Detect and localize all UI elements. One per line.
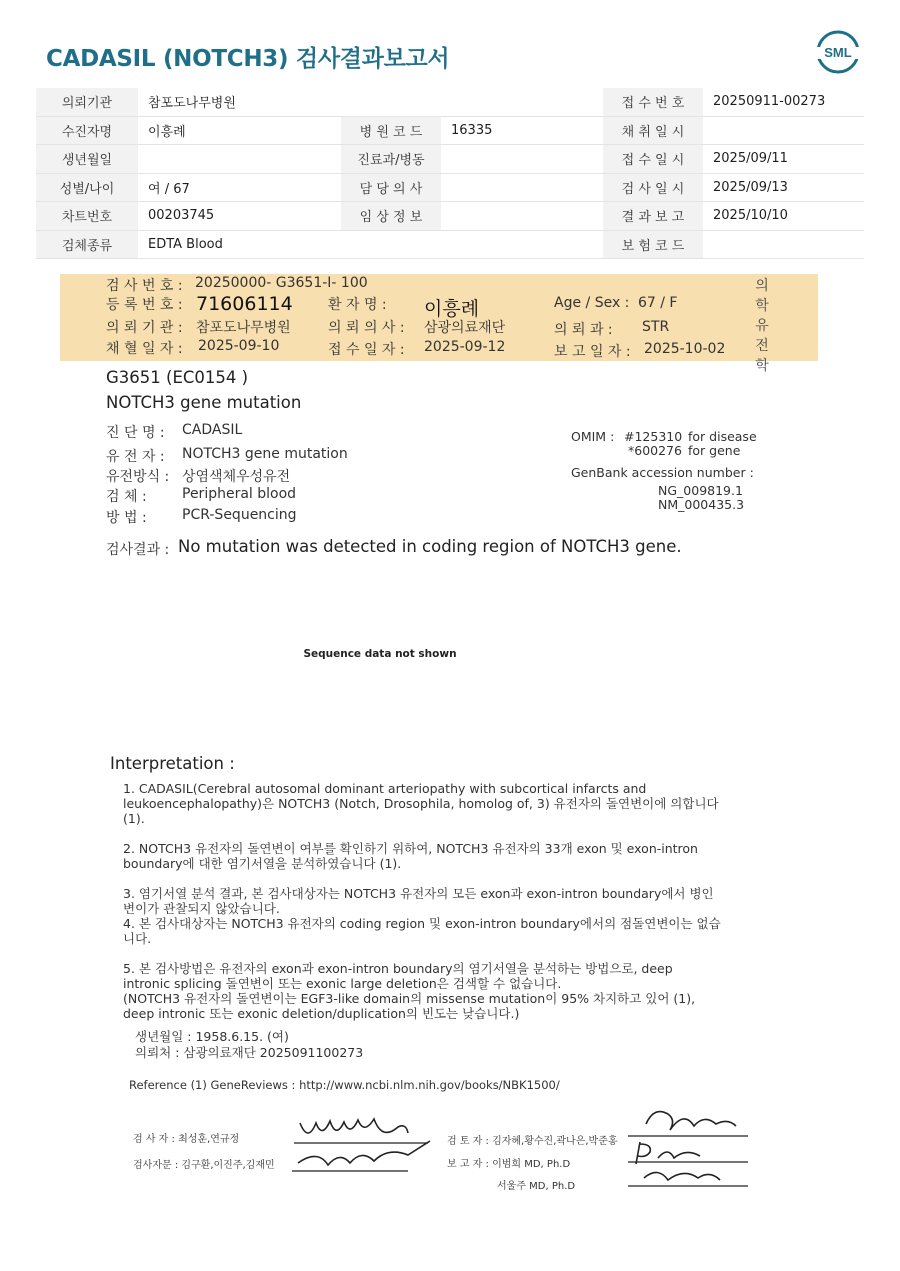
genbank-nm: NM_000435.3: [658, 497, 745, 512]
patient-name: 이흥례: [424, 298, 480, 320]
dob-line: 생년월일 : 1958.6.15. (여): [135, 1029, 289, 1044]
info-label: 결 과 보 고: [603, 202, 703, 231]
interp-line: 니다.: [123, 931, 152, 946]
signature-examiner: [288, 1105, 438, 1180]
table-row: [36, 230, 864, 259]
interp-line: 4. 본 검사대상자는 NOTCH3 유전자의 coding region 및 exon-intron boundary에서의 점돌연변이는 없습: [123, 916, 721, 931]
reg-no-label: 등 록 번 호 :: [106, 297, 183, 313]
interp-line: leukoencephalopathy)은 NOTCH3 (Notch, Drosophila, homolog of, 3) 유전자의 돌연변이에 의합니다: [123, 796, 719, 811]
req-dept: STR: [642, 319, 670, 335]
info-label: 접 수 번 호: [603, 88, 703, 116]
report-date: 2025-10-02: [644, 341, 726, 357]
referrer-line: 의뢰처 : 삼광의료재단 2025091100273: [135, 1045, 364, 1060]
diag-value: CADASIL: [182, 422, 243, 438]
inherit-label: 유전방식 :: [106, 469, 170, 485]
info-label: 임 상 정 보: [341, 202, 441, 231]
interp-line: boundary에 대한 염기서열을 분석하였습니다 (1).: [123, 856, 402, 871]
interp-line: (1).: [123, 811, 145, 826]
sequence-note: Sequence data not shown: [303, 648, 457, 660]
info-label: 접 수 일 시: [603, 145, 703, 174]
interp-line: intronic splicing 돌연변이 또는 exonic large deletion은 검색할 수 없습니다.: [123, 976, 562, 991]
sml-logo: [816, 30, 860, 74]
method-value: PCR-Sequencing: [182, 507, 297, 523]
gene-value: NOTCH3 gene mutation: [182, 446, 348, 462]
req-dept-label: 의 뢰 과 :: [554, 322, 613, 338]
diag-label: 진 단 명 :: [106, 425, 165, 441]
info-label: 생년월일: [36, 145, 138, 174]
page-title: CADASIL (NOTCH3) 검사결과보고서: [46, 46, 450, 72]
interp-line: 3. 염기서열 분석 결과, 본 검사대상자는 NOTCH3 유전자의 모든 exon과 exon-intron boundary에서 병인: [123, 886, 714, 901]
specimen-band: [60, 274, 818, 361]
info-value: 2025/09/13: [703, 173, 864, 202]
table-row: [36, 202, 864, 231]
specimen-value: Peripheral blood: [182, 486, 297, 502]
vertical-char: 유: [755, 318, 769, 334]
test-no: 20250000- G3651-I- 100: [195, 275, 368, 291]
req-org-label: 의 뢰 기 관 :: [106, 320, 183, 336]
genbank-ng: NG_009819.1: [658, 483, 743, 498]
info-label: 의뢰기관: [36, 88, 138, 116]
info-label: 병 원 코 드: [341, 116, 441, 145]
signature-reviewer: [624, 1100, 754, 1192]
interpretation-body: [123, 781, 763, 1021]
interp-line: 5. 본 검사방법은 유전자의 exon과 exon-intron boundary의 염기서열을 분석하는 방법으로, deep: [123, 961, 673, 976]
info-value: [441, 202, 603, 231]
info-value: 이흥례: [138, 116, 341, 145]
reg-no: 71606114: [196, 293, 293, 315]
receipt-date: 2025-09-12: [424, 339, 506, 355]
info-value: 참포도나무병원: [138, 88, 603, 116]
test-code: G3651 (EC0154 ): [106, 368, 249, 387]
patient-label: 환 자 명 :: [328, 297, 387, 313]
table-row: [36, 88, 864, 116]
info-label: 보 험 코 드: [603, 230, 703, 259]
vertical-char: 전: [755, 338, 769, 354]
vertical-char: 학: [755, 298, 769, 314]
omim-disease: #125310: [624, 429, 683, 444]
interp-line: deep intronic 또는 exonic deletion/duplication의 빈도는 낮습니다.): [123, 1006, 520, 1021]
info-value: [441, 145, 603, 174]
interp-line: 변이가 관찰되지 않았습니다.: [123, 901, 280, 916]
age-sex-label: Age / Sex :: [554, 295, 630, 311]
info-label: 검 사 일 시: [603, 173, 703, 202]
reference-line: Reference (1) GeneReviews : http://www.ncbi.nlm.nih.gov/books/NBK1500/: [129, 1078, 560, 1092]
omim-gene: *600276: [628, 443, 682, 458]
method-label: 방 법 :: [106, 510, 147, 526]
info-label: 차트번호: [36, 202, 138, 231]
interp-line: 1. CADASIL(Cerebral autosomal dominant arteriopathy with subcortical infarcts and: [123, 781, 647, 796]
req-doc-label: 의 뢰 의 사 :: [328, 320, 405, 336]
info-value: [703, 116, 864, 145]
info-value: 00203745: [138, 202, 341, 231]
interp-line: 2. NOTCH3 유전자의 돌연변이 여부를 확인하기 위하여, NOTCH3 유전자의 33개 exon 및 exon-intron: [123, 841, 698, 856]
collect-date: 2025-09-10: [198, 338, 280, 354]
info-label: 검체종류: [36, 230, 138, 259]
advisor-line: 검사자문 : 김구환,이진주,김재민: [133, 1160, 275, 1171]
inherit-value: 상염색체우성유전: [182, 469, 291, 485]
omim-gene-for: for gene: [688, 443, 741, 458]
req-doc: 삼광의료재단: [424, 320, 506, 336]
examiner-line: 검 사 자 : 최성훈,연규정: [133, 1134, 240, 1145]
info-value: 2025/09/11: [703, 145, 864, 174]
test-name: NOTCH3 gene mutation: [106, 393, 302, 412]
interp-line: (NOTCH3 유전자의 돌연변이는 EGF3-like domain의 missense mutation이 95% 차지하고 있어 (1),: [123, 991, 696, 1006]
info-value: [441, 173, 603, 202]
info-label: 채 취 일 시: [603, 116, 703, 145]
specimen-label: 검 체 :: [106, 489, 147, 505]
genbank-label: GenBank accession number :: [571, 465, 754, 480]
reporter2-line: 서울주 MD, Ph.D: [497, 1181, 576, 1192]
info-label: 담 당 의 사: [341, 173, 441, 202]
vertical-char: 학: [755, 358, 769, 374]
info-value: [703, 230, 864, 259]
info-value: EDTA Blood: [138, 230, 603, 259]
collect-label: 채 혈 일 자 :: [106, 341, 183, 357]
result-label: 검사결과 :: [106, 542, 170, 558]
reporter-line: 보 고 자 : 이범희 MD, Ph.D: [447, 1159, 571, 1170]
interpretation-heading: Interpretation :: [110, 754, 235, 773]
table-row: [36, 145, 864, 174]
req-org: 참포도나무병원: [196, 320, 291, 336]
reviewer-line: 검 토 자 : 김자혜,황수진,곽나은,박준홍: [447, 1136, 618, 1147]
table-row: [36, 173, 864, 202]
gene-label: 유 전 자 :: [106, 449, 165, 465]
logo-text: SML: [824, 45, 852, 60]
report-label: 보 고 일 자 :: [554, 344, 631, 360]
omim-disease-for: for disease: [688, 429, 757, 444]
vertical-char: 의: [755, 278, 769, 294]
info-value: 20250911-00273: [703, 88, 864, 116]
info-label: 진료과/병동: [341, 145, 441, 174]
info-label: 성별/나이: [36, 173, 138, 202]
age-sex: 67 / F: [638, 295, 678, 311]
info-value: 2025/10/10: [703, 202, 864, 231]
patient-info-table: [36, 88, 864, 259]
dept-vertical-label: [752, 276, 772, 376]
info-value: 여 / 67: [138, 173, 341, 202]
test-no-label: 검 사 번 호 :: [106, 278, 183, 294]
result-text: No mutation was detected in coding region of NOTCH3 gene.: [178, 537, 682, 556]
table-row: [36, 116, 864, 145]
info-label: 수진자명: [36, 116, 138, 145]
receipt-label: 접 수 일 자 :: [328, 342, 405, 358]
info-value: 16335: [441, 116, 603, 145]
info-value: [138, 145, 341, 174]
omim-label: OMIM :: [571, 429, 615, 444]
